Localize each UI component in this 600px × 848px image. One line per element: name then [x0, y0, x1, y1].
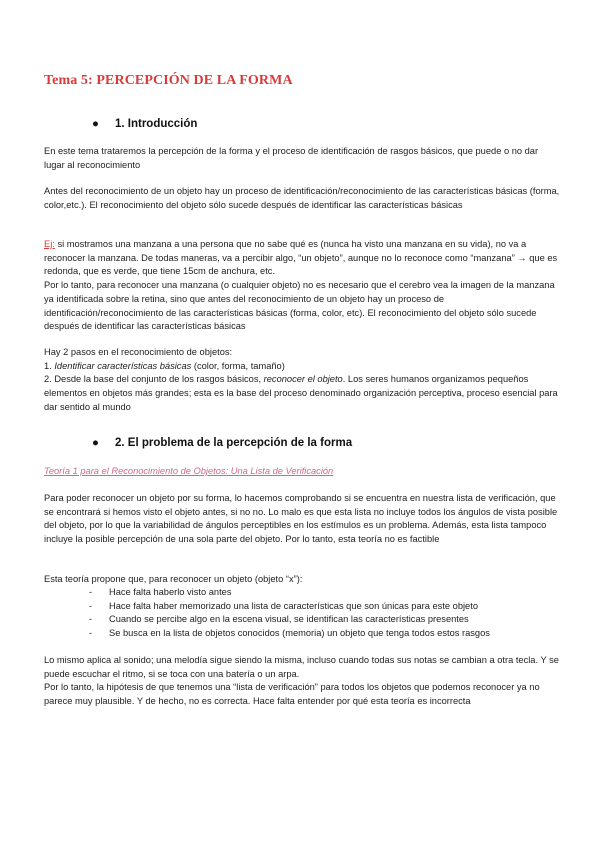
paragraph-sonido — [44, 654, 560, 709]
section-heading-introduccion — [92, 118, 197, 130]
step-2-rest: . Los seres humanos organizamos pequeños elementos en objetos más grandes; esta es la base del proceso denominado organización perceptiva, proceso esencial para dar sentido al mundo — [44, 374, 558, 412]
step-2-italic: reconocer el objeto — [263, 374, 343, 385]
section-heading-text: 2. El problema de la percepción de la forma — [115, 437, 353, 449]
list-item — [89, 613, 490, 627]
list-item-text: Hace falta haber memorizado una lista de características que son únicas para este objeto — [109, 600, 478, 611]
requirements-list — [89, 586, 490, 640]
example-label: Ej: — [44, 239, 55, 249]
paragraph-antes: Antes del reconocimiento de un objeto hay un proceso de identificación/reconocimiento de las características básicas (forma, color,etc.). El reconocimiento del objeto sólo sucede después de identificar las características básicas — [44, 186, 560, 210]
step-1-rest: (color, forma, tamaño) — [191, 360, 285, 371]
step-1-number: 1. — [44, 360, 55, 371]
step-1-italic: Identificar características básicas — [54, 360, 192, 371]
list-item — [89, 600, 490, 614]
list-item-text: Cuando se percibe algo en la escena visual, se identifican las características presentes — [109, 614, 469, 625]
step-2-lead: 2. Desde la base del conjunto de los rasgos básicos, — [44, 374, 264, 385]
bullet-icon: ● — [92, 437, 99, 449]
paragraph-pasos — [44, 346, 560, 415]
list-item-text: Se busca en la lista de objetos conocidos (memoria) un objeto que tenga todos estos rasgos — [109, 627, 490, 638]
paragraph-teoria: Para poder reconocer un objeto por su forma, lo hacemos comprobando si se encuentra en nuestra lista de verificación, que se encontrará si hemos visto el objeto antes, si no no. Lo malo es que esta lista no incluye todos los ángulos de vista posible del objeto, por lo que la variabilidad de ángulos perceptibles en los estímulos es un problema. Además, esta lista tampoco incluye la posible percepción de una sola parte del objeto. Por lo tanto, esta teoría no es factible — [44, 493, 558, 545]
example-text-continued: Por lo tanto, para reconocer una manzana (o cualquier objeto) no es necesario que el cerebro vea la imagen de la manzana ya identificada sobre la retina, sino que antes del reconocimiento de un objeto hay un proceso de identificación/reconocimiento de las características básicas (forma, color, etc). El reconocimiento del objeto sólo sucede después de identificar las características básicas — [44, 280, 555, 332]
sonido-text: Lo mismo aplica al sonido; una melodía sigue siendo la misma, incluso cuando todas sus notas se cambian a otra tecla. Y se puede escuchar el ritmo, si se toca con una batería o un arpa. — [44, 655, 559, 679]
paragraph-intro: En este tema trataremos la percepción de la forma y el proceso de identificación de rasgos básicos, que puede o no dar lugar al reconocimiento — [44, 146, 539, 170]
dash-icon: - — [89, 587, 93, 597]
section-heading-text: 1. Introducción — [115, 118, 198, 130]
document-title: Tema 5: PERCEPCIÓN DE LA FORMA — [44, 73, 293, 88]
bullet-icon: ● — [92, 118, 99, 130]
conclusion-text: Por lo tanto, la hipótesis de que tenemos una “lista de verificación” para todos los objetos que podemos reconocer ya no parece muy plausible. Y de hecho, no es correcta. Hace falta entender por qué esta teoría es incorrecta — [44, 682, 540, 707]
dash-icon: - — [89, 627, 93, 638]
dash-icon: - — [89, 600, 93, 611]
list-item-text: Hace falta haberlo visto antes — [109, 587, 232, 597]
section-heading-problema — [92, 437, 352, 449]
list-item — [89, 586, 490, 600]
paragraph-ejemplo — [44, 238, 560, 334]
list-item — [89, 627, 490, 641]
paragraph-propone: Esta teoría propone que, para reconocer un objeto (objeto “x”): — [44, 574, 303, 584]
dash-icon: - — [89, 614, 93, 625]
teoria-link[interactable]: Teoría 1 para el Reconocimiento de Objetos: Una Lista de Verificación — [44, 466, 334, 476]
pasos-intro: Hay 2 pasos en el reconocimiento de objetos: — [44, 347, 233, 357]
example-text: si mostramos una manzana a una persona que no sabe qué es (nunca ha visto una manzana en su vida), no va a reconocer la manzana. De todas maneras, va a percibir algo, “un objeto”, aunque no lo reconoce como “manzana” → que es redonda, que es verde, que tiene 15cm de anchura, etc. — [44, 239, 558, 277]
